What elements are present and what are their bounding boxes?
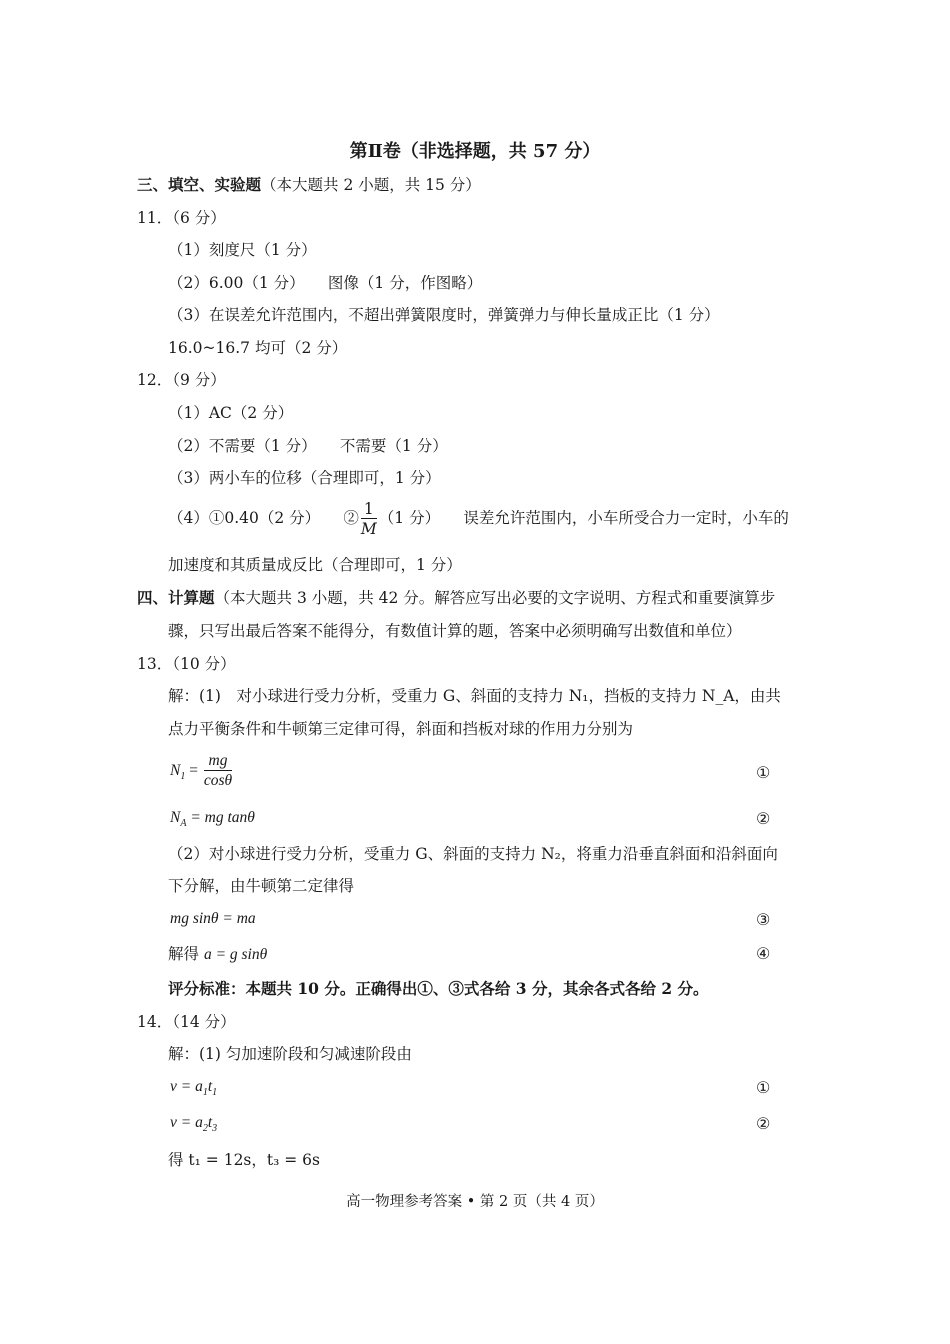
- q14-number: 14．（14 分）: [137, 1013, 236, 1031]
- q14-line-1: 解：(1) 匀加速阶段和匀减速阶段由: [168, 1045, 412, 1063]
- q12-line-2: （2）不需要（1 分） 不需要（1 分）: [168, 437, 448, 455]
- section-3-heading: 三、填空、实验题（本大题共 2 小题，共 15 分）: [137, 175, 481, 194]
- q13-equation-1: $N_1$ = $\frac{mg}{\cos\theta}$: [170, 752, 233, 789]
- fraction-1-over-M: $\frac{1}{M}$: [360, 499, 377, 538]
- q12-line-4: （4）①0.40（2 分） ② $\frac{1}{M}$ （1 分） 误差允许范围内，小车所受合力一定时，小车的: [168, 499, 789, 538]
- q12-number: 12．（9 分）: [137, 371, 226, 389]
- q12-line-1: （1）AC（2 分）: [168, 404, 294, 422]
- q13-equation-4: 解得 a = g sinθ: [168, 945, 268, 963]
- q12-line-5: 加速度和其质量成反比（合理即可，1 分）: [168, 556, 462, 574]
- q14-eq-mark-2: ②: [756, 1114, 771, 1133]
- section-4-line-2: 骤，只写出最后答案不能得分，有数值计算的题，答案中必须明确写出数值和单位）: [168, 622, 742, 640]
- q13-number: 13．（10 分）: [137, 655, 236, 673]
- eq-mark-1: ①: [756, 763, 771, 782]
- q13-equation-3: mg sinθ = ma: [170, 910, 256, 927]
- q11-number: 11．（6 分）: [137, 209, 226, 227]
- q12-line-3: （3）两小车的位移（合理即可，1 分）: [168, 469, 441, 487]
- q13-line-2: 点力平衡条件和牛顿第三定律可得，斜面和挡板对球的作用力分别为: [168, 720, 634, 738]
- q11-line-2: （2）6.00（1 分） 图像（1 分，作图略）: [168, 274, 483, 292]
- q13-line-4: 下分解，由牛顿第二定律得: [168, 877, 355, 895]
- q14-line-2: 得 t₁ = 12s，t₃ = 6s: [168, 1151, 320, 1169]
- q11-line-3: （3）在误差允许范围内，不超出弹簧限度时，弹簧弹力与伸长量成正比（1 分）: [168, 306, 720, 324]
- scoring-criteria: 评分标准：本题共 10 分。正确得出①、③式各给 3 分，其余各式各给 2 分。: [168, 979, 709, 998]
- q14-eq-mark-1: ①: [756, 1078, 771, 1097]
- page-footer: 高一物理参考答案 • 第 2 页（共 4 页）: [346, 1194, 604, 1210]
- section-title: 第Ⅱ卷（非选择题，共 57 分）: [349, 141, 601, 162]
- q14-equation-1: $v = a_1t_1$: [170, 1078, 218, 1099]
- q13-line-1: 解：(1) 对小球进行受力分析，受重力 G、斜面的支持力 N₁，挡板的支持力 N_A，由共: [168, 687, 781, 705]
- eq-mark-2: ②: [756, 809, 771, 828]
- fraction-mg-over-cos: $\frac{mg}{\cos\theta}$: [203, 752, 233, 789]
- q13-equation-2: $N_A$ = mg tanθ: [170, 809, 255, 830]
- eq-mark-3: ③: [756, 910, 771, 929]
- eq-mark-4: ④: [756, 944, 771, 963]
- q11-line-4: 16.0~16.7 均可（2 分）: [168, 339, 348, 357]
- q14-equation-2: $v = a_2t_3$: [170, 1114, 218, 1135]
- q13-line-3: （2）对小球进行受力分析，受重力 G、斜面的支持力 N₂，将重力沿垂直斜面和沿斜面向: [168, 845, 778, 863]
- q11-line-1: （1）刻度尺（1 分）: [168, 241, 317, 259]
- section-4-heading: 四、计算题（本大题共 3 小题，共 42 分。解答应写出必要的文字说明、方程式和重要演算步: [137, 588, 776, 607]
